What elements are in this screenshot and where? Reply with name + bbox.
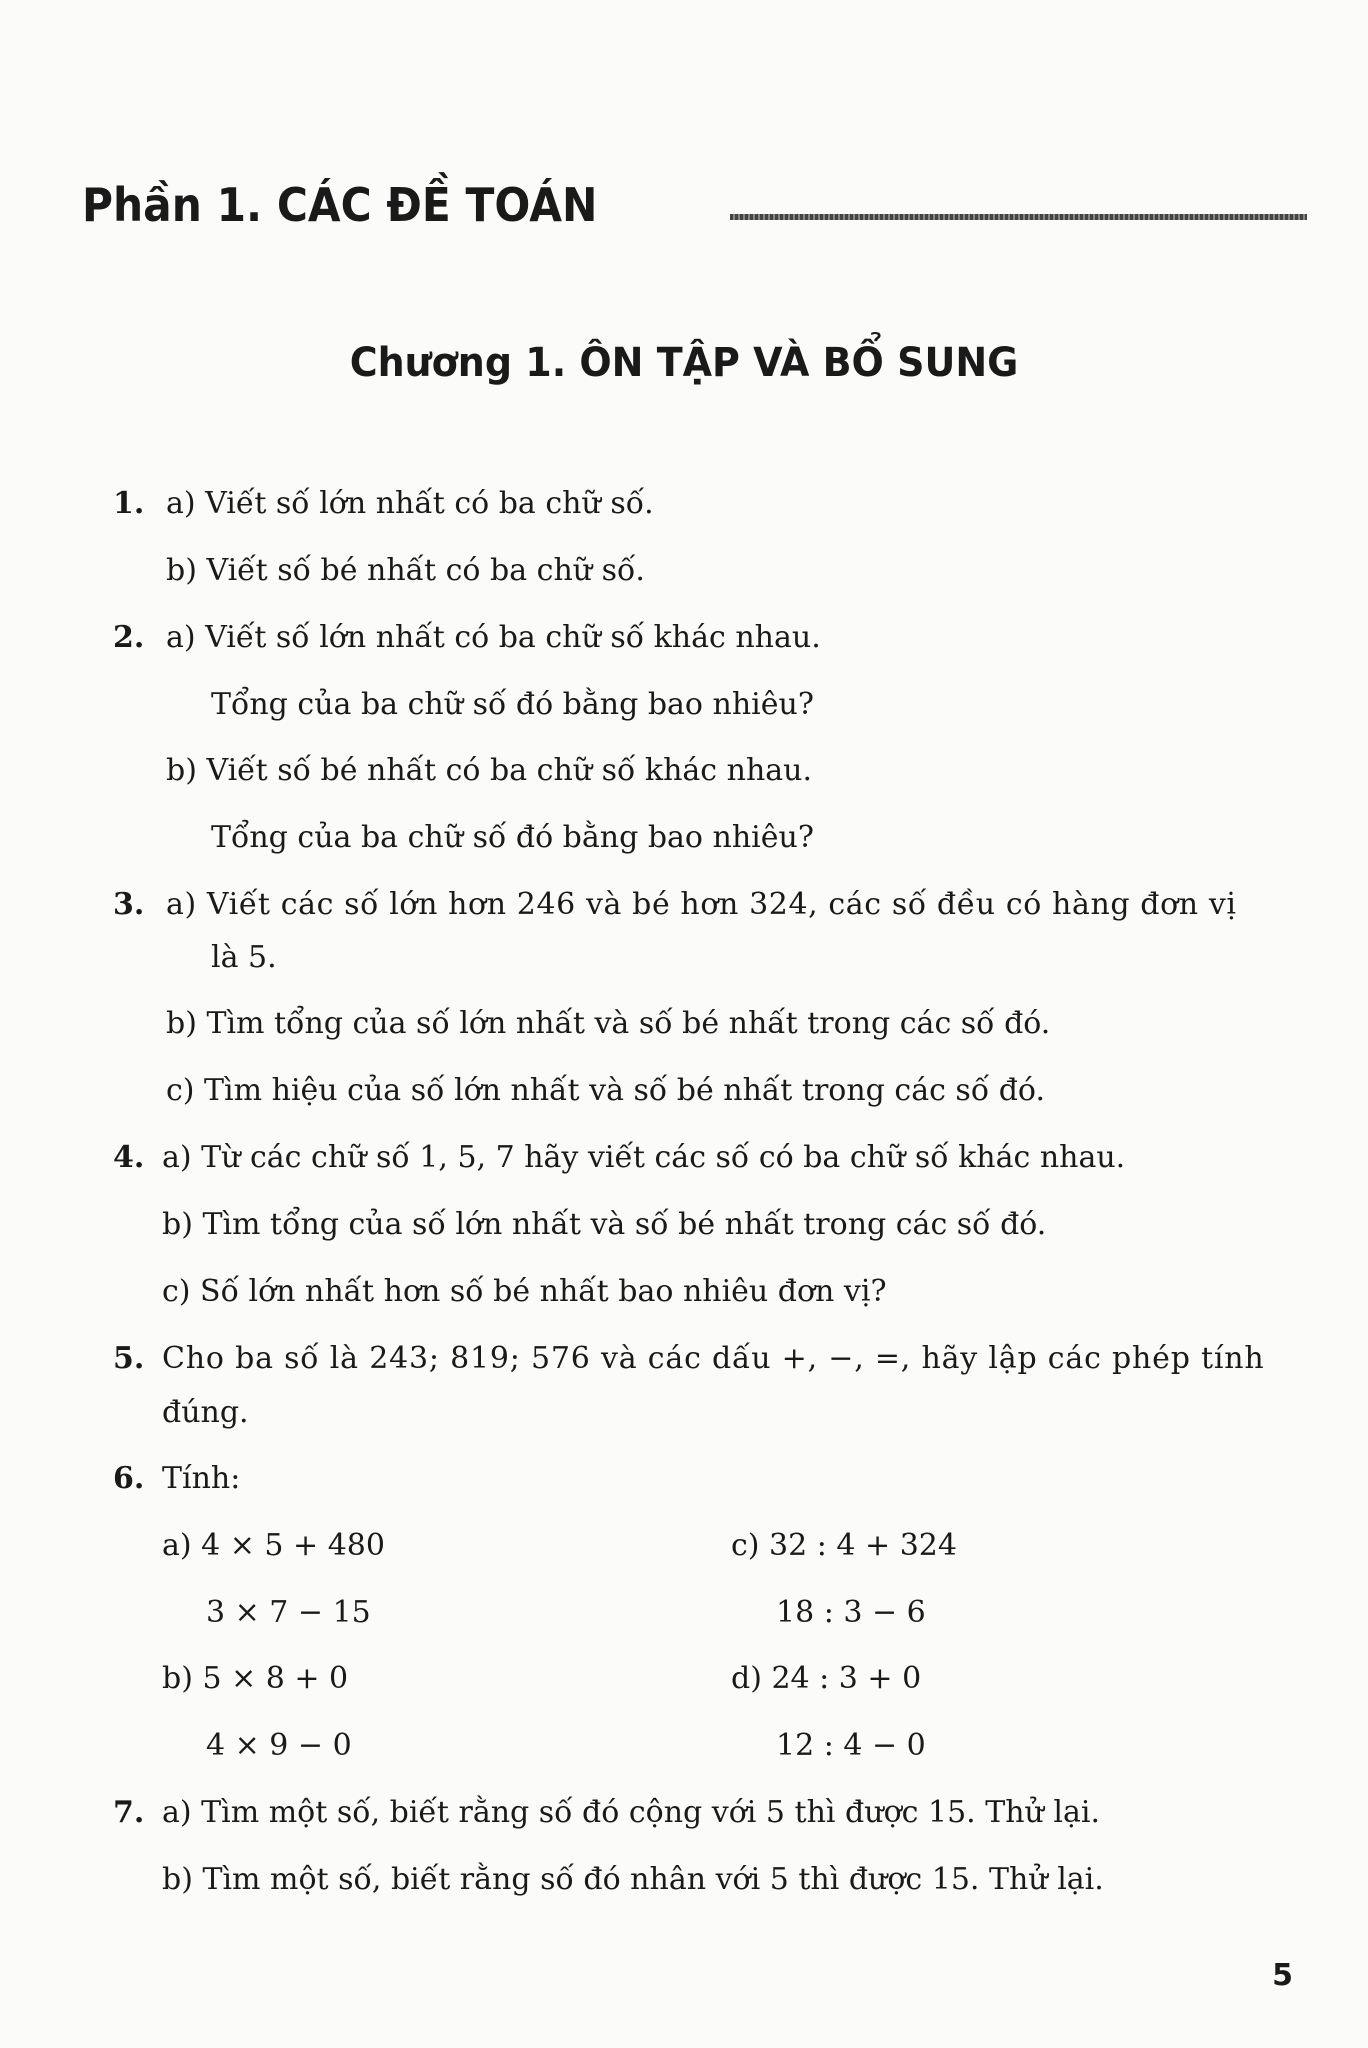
problem-1-line-b: b) Viết số bé nhất có ba chữ số. [166,553,645,588]
problem-7-line-b: b) Tìm một số, biết rằng số đó nhân với 5 thì được 15. Thử lại. [162,1862,1104,1897]
problem-3-line-c: c) Tìm hiệu của số lớn nhất và số bé nhất trong các số đó. [166,1073,1045,1108]
page-number: 5 [1272,1958,1293,1993]
problem-3-line-a-cont: là 5. [211,940,277,975]
problem-4-line-c: c) Số lớn nhất hơn số bé nhất bao nhiêu đơn vị? [162,1274,887,1309]
problem-5-line-1: Cho ba số là 243; 819; 576 và các dấu +, −, =, hãy lập các phép tính [162,1341,1265,1376]
problem-6-expr-a2: 3 × 7 − 15 [206,1595,371,1630]
problem-6-expr-c1: c) 32 : 4 + 324 [731,1528,957,1563]
chapter-title: Chương 1. ÔN TẬP VÀ BỔ SUNG [349,340,1019,386]
problem-7-number: 7. [113,1795,145,1830]
problem-3-number: 3. [113,887,145,922]
problem-3-line-b: b) Tìm tổng của số lớn nhất và số bé nhất trong các số đó. [166,1006,1051,1041]
problem-2-line-a-sum: Tổng của ba chữ số đó bằng bao nhiêu? [211,687,814,722]
problem-6-number: 6. [113,1461,145,1496]
problem-2-line-b: b) Viết số bé nhất có ba chữ số khác nhau. [166,753,813,788]
problem-6-instruction: Tính: [162,1461,241,1496]
problem-6-expr-c2: 18 : 3 − 6 [776,1595,926,1630]
problem-4-line-b: b) Tìm tổng của số lớn nhất và số bé nhất trong các số đó. [162,1207,1047,1242]
problem-2-line-b-sum: Tổng của ba chữ số đó bằng bao nhiêu? [211,820,814,855]
problem-7-line-a: a) Tìm một số, biết rằng số đó cộng với 5 thì được 15. Thử lại. [162,1795,1101,1830]
problem-5-number: 5. [113,1341,145,1376]
problem-6-expr-a1: a) 4 × 5 + 480 [162,1528,385,1563]
problem-1-line-a: a) Viết số lớn nhất có ba chữ số. [166,486,654,521]
problem-2-line-a: a) Viết số lớn nhất có ba chữ số khác nhau. [166,620,821,655]
problem-2-number: 2. [113,620,145,655]
problem-6-expr-d2: 12 : 4 − 0 [776,1728,926,1763]
part-title: Phần 1. CÁC ĐỀ TOÁN [82,178,598,232]
part-header [82,162,1307,232]
problem-6-expr-d1: d) 24 : 3 + 0 [731,1661,922,1696]
problem-3-line-a: a) Viết các số lớn hơn 246 và bé hơn 324, các số đều có hàng đơn vị [166,887,1237,922]
problem-4-number: 4. [113,1140,145,1175]
problem-5-line-2: đúng. [162,1395,249,1430]
part-title-rule [730,214,1307,220]
problem-1-number: 1. [113,486,145,521]
problem-4-line-a: a) Từ các chữ số 1, 5, 7 hãy viết các số có ba chữ số khác nhau. [162,1140,1126,1175]
problem-6-expr-b1: b) 5 × 8 + 0 [162,1661,349,1696]
problem-6-expr-b2: 4 × 9 − 0 [206,1728,352,1763]
